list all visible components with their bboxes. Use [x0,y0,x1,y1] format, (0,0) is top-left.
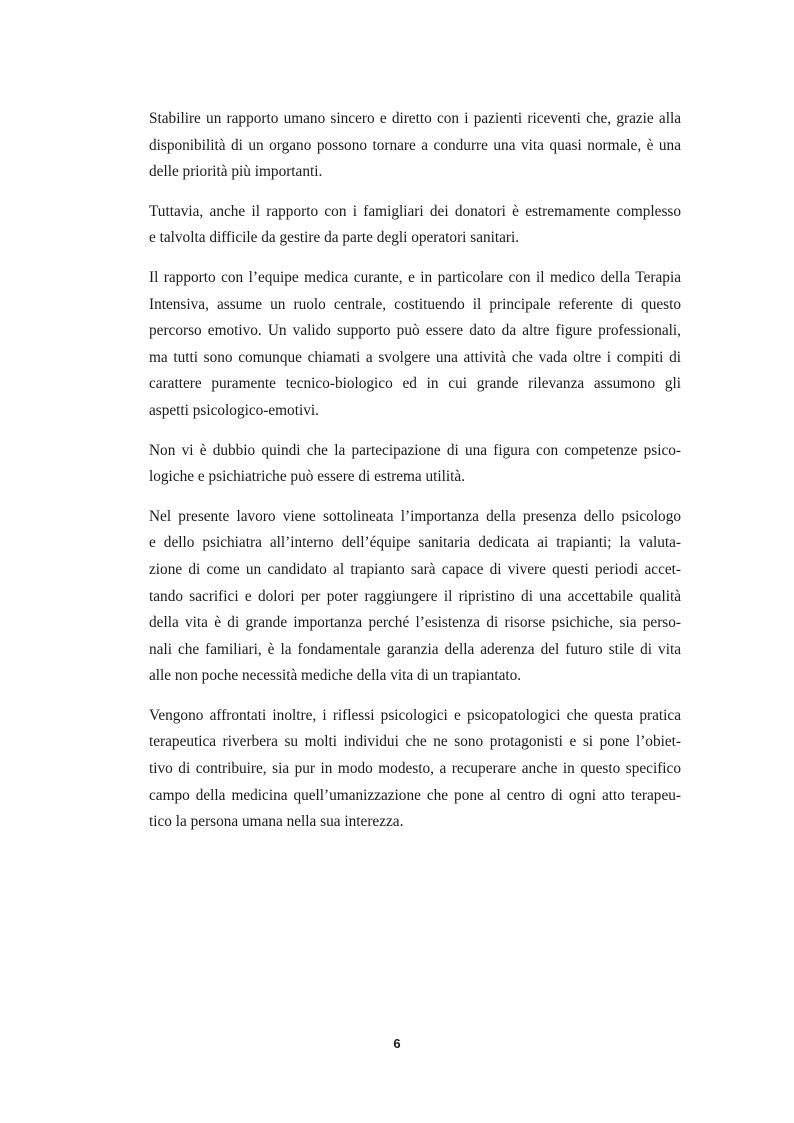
text-line: terapeutica riverbera su molti individui che ne sono protagonisti e si pone l’obiet- [149,733,681,751]
paragraph-6 [149,703,681,836]
text-line: aspetti psicologico-emotivi. [149,401,319,419]
text-line: e talvolta difficile da gestire da parte degli operatori sanitari. [149,229,520,247]
text-line: Stabilire un rapporto umano sincero e diretto con i pazienti riceventi che, grazie alla [149,110,681,127]
text-line: delle priorità più importanti. [149,163,323,181]
text-line: alle non poche necessità mediche della vita di un trapiantato. [149,667,522,685]
text-line: percorso emotivo. Un valido supporto può essere dato da altre figure professionali, [149,322,681,340]
text-line: Vengono affrontati inoltre, i riflessi psicologici e psicopatologici che questa pratica [149,706,681,724]
text-line: e dello psichiatra all’interno dell’équipe sanitaria dedicata ai trapianti; la valuta- [149,534,681,552]
text-line: tando sacrifici e dolori per poter raggiungere il ripristino di una accettabile qualità [149,587,681,605]
body-text [149,106,681,849]
text-line: nali che familiari, è la fondamentale garanzia della aderenza del futuro stile di vita [149,640,681,658]
paragraph-4 [149,438,681,491]
text-line: della vita è di grande importanza perché l’esistenza di risorse psichiche, sia perso- [149,614,681,632]
text-line: tico la persona umana nella sua interezza. [149,813,404,831]
text-line: disponibilità di un organo possono tornare a condurre una vita quasi normale, è una [149,136,681,154]
text-line: Tuttavia, anche il rapporto con i famigliari dei donatori è estremamente complesso [149,202,681,220]
text-line: campo della medicina quell’umanizzazione che pone al centro di ogni atto terapeu- [149,786,681,804]
text-line: Non vi è dubbio quindi che la partecipazione di una figura con competenze psico- [149,441,681,459]
text-line: Intensiva, assume un ruolo centrale, costituendo il principale referente di questo [149,295,681,313]
text-line: carattere puramente tecnico-biologico ed in cui grande rilevanza assumono gli [149,375,681,393]
paragraph-1 [149,106,681,186]
text-line: Nel presente lavoro viene sottolineata l’importanza della presenza dello psicologo [149,507,681,525]
text-line: tivo di contribuire, sia pur in modo modesto, a recuperare anche in questo specifico [149,760,681,778]
paragraph-2 [149,199,681,252]
paragraph-5 [149,504,681,690]
text-line: ma tutti sono comunque chiamati a svolgere una attività che vada oltre i compiti di [149,348,681,366]
paragraph-3 [149,265,681,425]
text-line: logiche e psichiatriche può essere di estrema utilità. [149,468,466,486]
text-line: Il rapporto con l’equipe medica curante, e in particolare con il medico della Terapia [149,268,681,286]
text-line: zione di come un candidato al trapianto sarà capace di vivere questi periodi accet- [149,560,681,578]
page-number: 6 [393,1036,401,1051]
